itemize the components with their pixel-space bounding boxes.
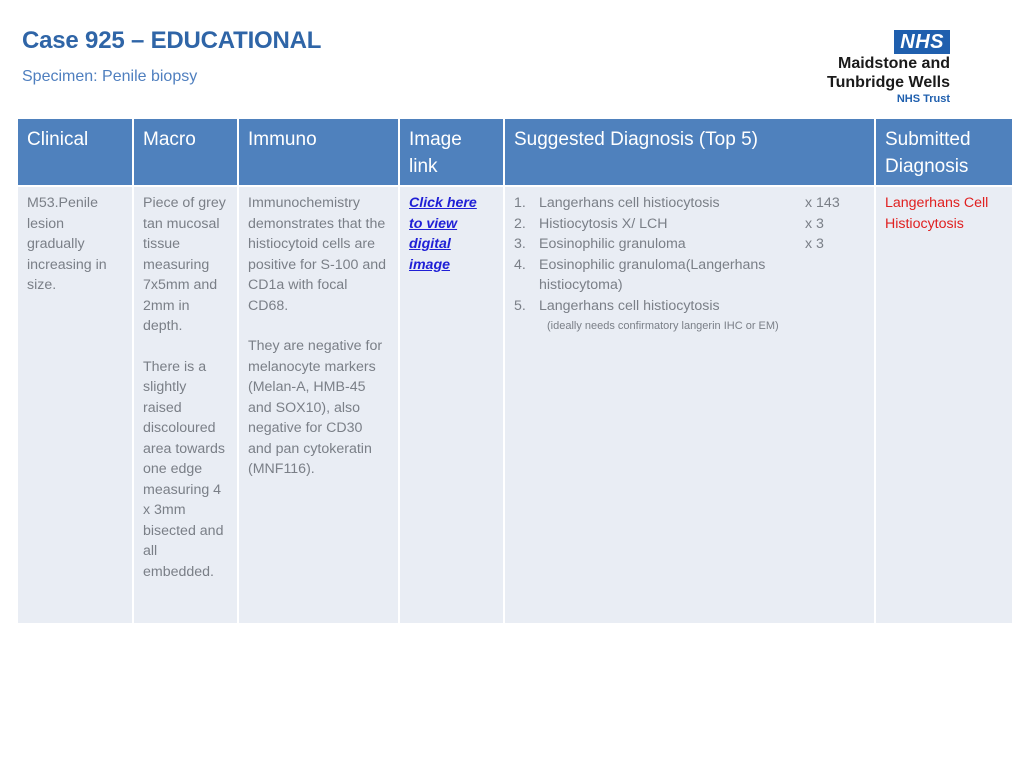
immuno-cell [238, 186, 399, 624]
header-image-link: Image link [399, 118, 504, 186]
nhs-badge: NHS [894, 30, 950, 54]
header-macro: Macro [133, 118, 238, 186]
logo-line-2: Tunbridge Wells [827, 74, 950, 91]
table-row [17, 186, 1013, 624]
diagnosis-text: Langerhans cell histiocytosis [539, 195, 720, 211]
case-table [16, 117, 1014, 625]
diagnosis-text: Eosinophilic granuloma(Langerhans histiocytoma) [539, 256, 766, 293]
diagnosis-text: Histiocytosis X/ LCH [539, 215, 668, 232]
list-item [514, 214, 865, 235]
suggested-diagnosis-list [514, 193, 865, 316]
table-header-row [17, 118, 1013, 186]
list-number: 5. [514, 297, 526, 314]
page-title: Case 925 – EDUCATIONAL [22, 27, 322, 54]
clinical-cell: M53.Penile lesion gradually increasing in size. [17, 186, 133, 624]
nhs-trust-logo [810, 30, 950, 106]
macro-paragraph: Piece of grey tan mucosal tissue measuring 7x5mm and 2mm in depth. [143, 195, 226, 334]
diagnosis-count [805, 296, 865, 317]
diagnosis-count: x 3 [805, 215, 824, 232]
header-submitted-diagnosis: Submitted Diagnosis [875, 118, 1013, 186]
list-number: 2. [514, 215, 526, 232]
list-number: 3. [514, 236, 526, 252]
suggested-diagnosis-cell [504, 186, 875, 624]
list-item [514, 193, 865, 214]
list-item [514, 296, 865, 317]
logo-line-1: Maidstone and [837, 55, 950, 72]
list-item [514, 234, 865, 255]
immuno-paragraph: They are negative for melanocyte markers (Melan-A, HMB-45 and SOX10), also negative for CD30 and pan cytokeratin (MNF116). [248, 338, 383, 477]
logo-trust: NHS Trust [896, 93, 950, 105]
link-line: to view [409, 215, 458, 232]
diagnosis-text: Langerhans cell histiocytosis [539, 297, 720, 314]
macro-paragraph: There is a slightly raised discoloured area towards one edge measuring 4 x 3mm bisected and all embedded. [143, 358, 226, 580]
link-line: digital [409, 236, 451, 252]
diagnosis-count: x 143 [805, 195, 840, 211]
diagnosis-text: Eosinophilic granuloma [539, 236, 686, 252]
submitted-diagnosis-cell [875, 186, 1013, 624]
link-line: Click here [409, 195, 477, 211]
list-number: 4. [514, 256, 526, 273]
diagnosis-note: (ideally needs confirmatory langerin IHC or EM) [547, 320, 779, 332]
diagnosis-count [805, 255, 865, 296]
header-clinical: Clinical [17, 118, 133, 186]
header-suggested-diagnosis: Suggested Diagnosis (Top 5) [504, 118, 875, 186]
specimen-subtitle: Specimen: Penile biopsy [22, 68, 198, 85]
image-link-cell [399, 186, 504, 624]
list-item [514, 255, 865, 296]
macro-cell [133, 186, 238, 624]
list-number: 1. [514, 195, 526, 211]
view-digital-image-link[interactable] [409, 193, 494, 275]
link-line: image [409, 256, 451, 273]
header-immuno: Immuno [238, 118, 399, 186]
immuno-paragraph: Immunochemistry demonstrates that the histiocytoid cells are positive for S-100 and CD1a with focal CD68. [248, 195, 387, 314]
diagnosis-count: x 3 [805, 236, 824, 252]
submitted-diagnosis-text: Langerhans Cell Histiocytosis [885, 195, 989, 232]
